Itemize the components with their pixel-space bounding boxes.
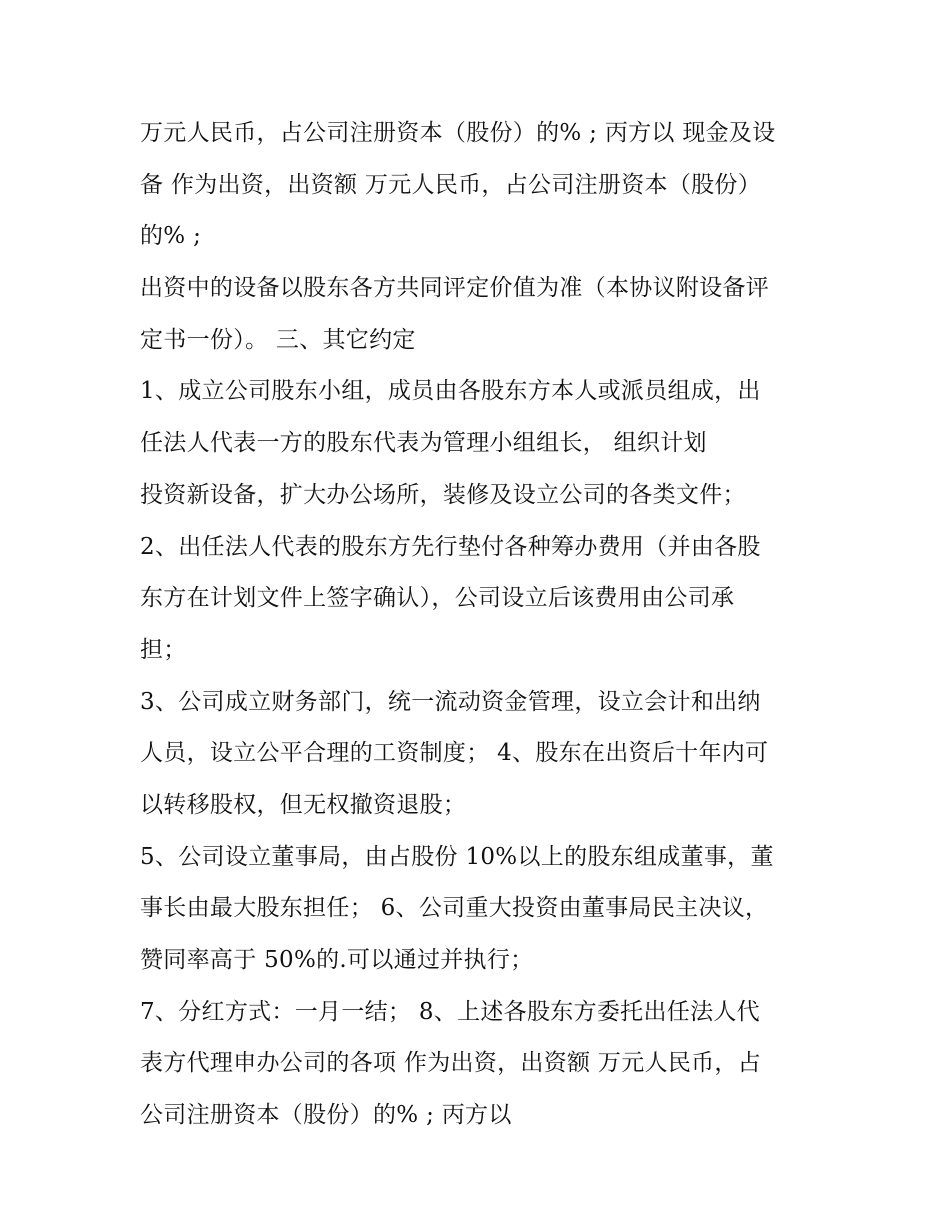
text-line: 担； — [140, 636, 187, 663]
text-line: 定书一份）。 三、其它约定 — [140, 326, 416, 353]
text-line: 1、成立公司股东小组，成员由各股东方本人或派员组成，出 — [140, 378, 761, 405]
text-line: 7、分红方式：一月一结； 8、上述各股东方委托出任法人代 — [140, 998, 760, 1025]
text-line: 人员，设立公平合理的工资制度； 4、股东在出资后十年内可 — [140, 740, 769, 767]
text-line: 表方代理申办公司的各项 作为出资，出资额 万元人民币，占 — [140, 1050, 762, 1077]
text-line: 任法人代表一方的股东代表为管理小组组长， 组织计划 — [140, 430, 707, 457]
text-line: 赞同率高于 50%的.可以通过并执行； — [140, 947, 534, 973]
text-line: 2、出任法人代表的股东方先行垫付各种筹办费用（并由各股 — [140, 533, 761, 560]
text-line: 万元人民币，占公司注册资本（股份）的% ; 丙方以 现金及设 — [140, 120, 776, 146]
text-line: 东方在计划文件上签字确认），公司设立后该费用由公司承 — [140, 585, 735, 612]
text-line: 的% ; — [140, 223, 202, 250]
text-line: 投资新设备，扩大办公场所，装修及设立公司的各类文件； — [140, 481, 746, 508]
text-line: 事长由最大股东担任； 6、公司重大投资由董事局民主决议， — [140, 895, 769, 922]
text-line: 5、公司设立董事局，由占股份 10%以上的股东组成董事，董 — [140, 843, 774, 870]
text-line: 公司注册资本（股份）的% ; 丙方以 — [140, 1102, 512, 1129]
text-line: 3、公司成立财务部门，统一流动资金管理，设立会计和出纳 — [140, 688, 761, 715]
text-line: 出资中的设备以股东各方共同评定价值为准（本协议附设备评 — [140, 275, 770, 302]
text-line: 备 作为出资，出资额 万元人民币，占公司注册资本（股份） — [140, 171, 762, 198]
text-line: 以转移股权，但无权撤资退股； — [140, 791, 467, 818]
document-body — [140, 108, 830, 1142]
